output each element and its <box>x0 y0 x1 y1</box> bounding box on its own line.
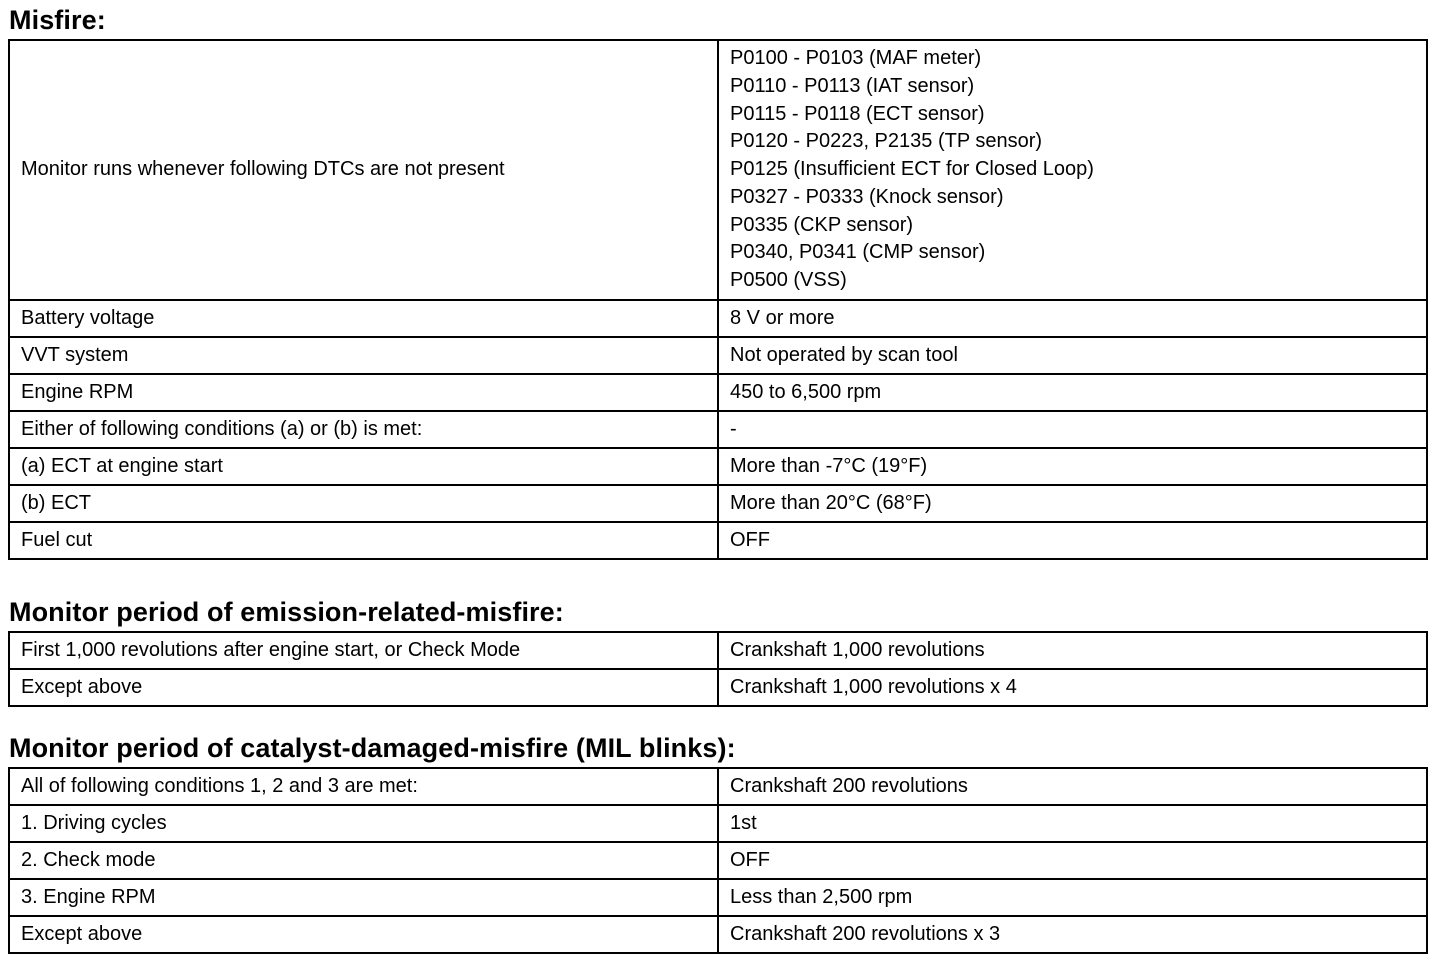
condition-cell: Monitor runs whenever following DTCs are not present <box>9 40 718 300</box>
condition-cell: (b) ECT <box>9 485 718 522</box>
value-cell: Crankshaft 200 revolutions x 3 <box>718 916 1427 953</box>
condition-cell: 2. Check mode <box>9 842 718 879</box>
misfire-conditions-table <box>8 39 1428 560</box>
condition-cell: VVT system <box>9 337 718 374</box>
dtc-item: P0110 - P0113 (IAT sensor) <box>730 75 975 98</box>
dtc-item: P0500 (VSS) <box>730 268 847 291</box>
table-row <box>9 632 1427 669</box>
dtc-item: P0335 (CKP sensor) <box>730 213 914 236</box>
table-row <box>9 448 1427 485</box>
dtc-list-cell <box>718 40 1427 300</box>
dtc-item: P0327 - P0333 (Knock sensor) <box>730 185 1004 208</box>
condition-cell: Fuel cut <box>9 522 718 559</box>
section-title-misfire: Misfire: <box>9 5 106 35</box>
table-row <box>9 805 1427 842</box>
table-row <box>9 485 1427 522</box>
value-cell: Less than 2,500 rpm <box>718 879 1427 916</box>
table-row <box>9 522 1427 559</box>
dtc-item: P0120 - P0223, P2135 (TP sensor) <box>730 130 1043 153</box>
catalyst-misfire-table <box>8 767 1428 954</box>
value-cell: 8 V or more <box>718 300 1427 337</box>
table-row <box>9 374 1427 411</box>
value-cell: Crankshaft 1,000 revolutions x 4 <box>718 669 1427 706</box>
value-cell: More than -7°C (19°F) <box>718 448 1427 485</box>
table-row <box>9 879 1427 916</box>
table-row <box>9 40 1427 300</box>
dtc-item: P0125 (Insufficient ECT for Closed Loop) <box>730 158 1094 181</box>
dtc-item: P0340, P0341 (CMP sensor) <box>730 241 986 264</box>
condition-cell: All of following conditions 1, 2 and 3 are met: <box>9 768 718 805</box>
table-row <box>9 842 1427 879</box>
condition-cell: Either of following conditions (a) or (b) is met: <box>9 411 718 448</box>
table-row <box>9 768 1427 805</box>
table-row <box>9 337 1427 374</box>
table-row <box>9 916 1427 953</box>
table-row <box>9 669 1427 706</box>
value-cell: OFF <box>718 842 1427 879</box>
value-cell: More than 20°C (68°F) <box>718 485 1427 522</box>
dtc-item: P0100 - P0103 (MAF meter) <box>730 47 982 70</box>
section-title-catalyst-damaged-misfire: Monitor period of catalyst-damaged-misfire (MIL blinks): <box>9 733 736 763</box>
condition-cell: Except above <box>9 669 718 706</box>
section-title-emission-related-misfire: Monitor period of emission-related-misfire: <box>9 597 564 627</box>
condition-cell: 3. Engine RPM <box>9 879 718 916</box>
condition-cell: (a) ECT at engine start <box>9 448 718 485</box>
value-cell: Not operated by scan tool <box>718 337 1427 374</box>
value-cell: - <box>718 411 1427 448</box>
value-cell: 1st <box>718 805 1427 842</box>
emission-misfire-table <box>8 631 1428 707</box>
condition-cell: Engine RPM <box>9 374 718 411</box>
condition-cell: First 1,000 revolutions after engine start, or Check Mode <box>9 632 718 669</box>
dtc-item: P0115 - P0118 (ECT sensor) <box>730 102 985 125</box>
condition-cell: 1. Driving cycles <box>9 805 718 842</box>
table-row <box>9 411 1427 448</box>
condition-cell: Battery voltage <box>9 300 718 337</box>
value-cell: OFF <box>718 522 1427 559</box>
condition-cell: Except above <box>9 916 718 953</box>
value-cell: Crankshaft 200 revolutions <box>718 768 1427 805</box>
table-row <box>9 300 1427 337</box>
value-cell: Crankshaft 1,000 revolutions <box>718 632 1427 669</box>
value-cell: 450 to 6,500 rpm <box>718 374 1427 411</box>
